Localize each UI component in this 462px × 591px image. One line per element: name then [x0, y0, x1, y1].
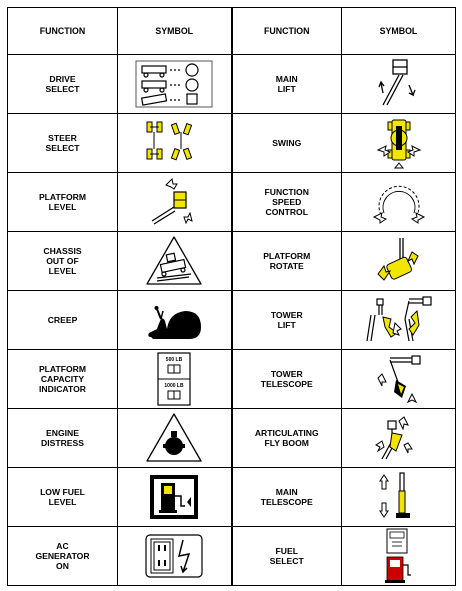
symbol-cell: [118, 114, 232, 173]
symbol-cell: [342, 173, 456, 232]
function-label: [232, 409, 342, 468]
table-row: [8, 232, 456, 291]
chassis-out-of-level-icon: [143, 234, 205, 288]
function-label: [8, 232, 118, 291]
capacity-value-2: 1000 LB: [164, 383, 184, 389]
function-label-text: PLATFORM CAPACITY INDICATOR: [38, 363, 87, 395]
function-label-text: STEER SELECT: [45, 132, 80, 153]
function-label: [8, 409, 118, 468]
function-label-text: SWING: [272, 137, 302, 148]
symbol-cell: [118, 232, 232, 291]
symbols-table: [7, 7, 456, 586]
function-label: [232, 114, 342, 173]
function-label-text: TOWER TELESCOPE: [260, 368, 313, 389]
symbol-cell: [342, 527, 456, 586]
low-fuel-icon: [147, 472, 201, 522]
function-label-text: LOW FUEL LEVEL: [40, 486, 85, 507]
function-label: [8, 173, 118, 232]
fuel-select-icon: [379, 527, 419, 585]
symbol-cell: [118, 55, 232, 114]
platform-rotate-icon: [368, 234, 430, 288]
tower-telescope-icon: [368, 352, 430, 406]
articulating-fly-boom-icon: [368, 411, 430, 465]
table-row: [8, 291, 456, 350]
header-symbol-left: SYMBOL: [118, 8, 232, 55]
swing-icon: [368, 116, 430, 170]
function-label-text: ENGINE DISTRESS: [41, 427, 84, 448]
function-label: [232, 291, 342, 350]
header-function-left: FUNCTION: [8, 8, 118, 55]
drive-select-icon: [134, 58, 214, 110]
symbol-cell: [342, 409, 456, 468]
function-label: [8, 114, 118, 173]
function-label-text: CREEP: [47, 314, 78, 325]
symbol-cell: [342, 55, 456, 114]
symbol-cell: [342, 232, 456, 291]
symbol-cell: [118, 409, 232, 468]
function-label: [8, 350, 118, 409]
function-label: [8, 55, 118, 114]
function-label-text: FUNCTION SPEED CONTROL: [264, 186, 309, 218]
function-label: [232, 55, 342, 114]
capacity-value-1: 500 LB: [166, 357, 183, 363]
symbol-cell: [118, 350, 232, 409]
symbol-cell: [118, 291, 232, 350]
symbol-cell: [342, 114, 456, 173]
main-telescope-icon: [374, 469, 424, 525]
table-row: [8, 55, 456, 114]
table-row: [8, 114, 456, 173]
ac-generator-icon: [143, 532, 205, 580]
table-row: [8, 409, 456, 468]
function-label-text: TOWER LIFT: [270, 309, 303, 330]
header-symbol-right: SYMBOL: [342, 8, 456, 55]
snail-icon: [141, 293, 207, 347]
function-label: [232, 527, 342, 586]
table-row: [8, 527, 456, 586]
main-lift-icon: [369, 57, 429, 111]
symbol-cell: [342, 350, 456, 409]
table-row: [8, 350, 456, 409]
function-label-text: PLATFORM LEVEL: [38, 191, 87, 212]
function-label: [8, 468, 118, 527]
symbol-cell: [342, 291, 456, 350]
table-row: [8, 173, 456, 232]
function-label: [232, 350, 342, 409]
platform-capacity-icon: [154, 351, 194, 407]
function-label-text: CHASSIS OUT OF LEVEL: [43, 245, 82, 277]
symbol-cell: [342, 468, 456, 527]
symbol-cell: [118, 468, 232, 527]
table-row: [8, 468, 456, 527]
tower-lift-icon: [361, 293, 437, 347]
function-label-text: MAIN TELESCOPE: [260, 486, 313, 507]
header-function-right: FUNCTION: [232, 8, 342, 55]
header-row: [8, 8, 456, 55]
function-label-text: PLATFORM ROTATE: [263, 250, 311, 271]
function-label-text: AC GENERATOR ON: [35, 540, 90, 572]
function-label-text: DRIVE SELECT: [45, 73, 80, 94]
function-label: [8, 291, 118, 350]
engine-distress-icon: [143, 411, 205, 465]
function-label-text: FUEL SELECT: [269, 545, 304, 566]
function-label: [8, 527, 118, 586]
symbol-cell: [118, 527, 232, 586]
function-speed-control-icon: [368, 175, 430, 229]
function-label: [232, 173, 342, 232]
symbol-cell: [118, 173, 232, 232]
steer-select-icon: [143, 117, 205, 169]
function-label-text: ARTICULATING FLY BOOM: [254, 427, 319, 448]
function-label: [232, 468, 342, 527]
function-label: [232, 232, 342, 291]
function-label-text: MAIN LIFT: [275, 73, 298, 94]
platform-level-icon: [144, 175, 204, 229]
